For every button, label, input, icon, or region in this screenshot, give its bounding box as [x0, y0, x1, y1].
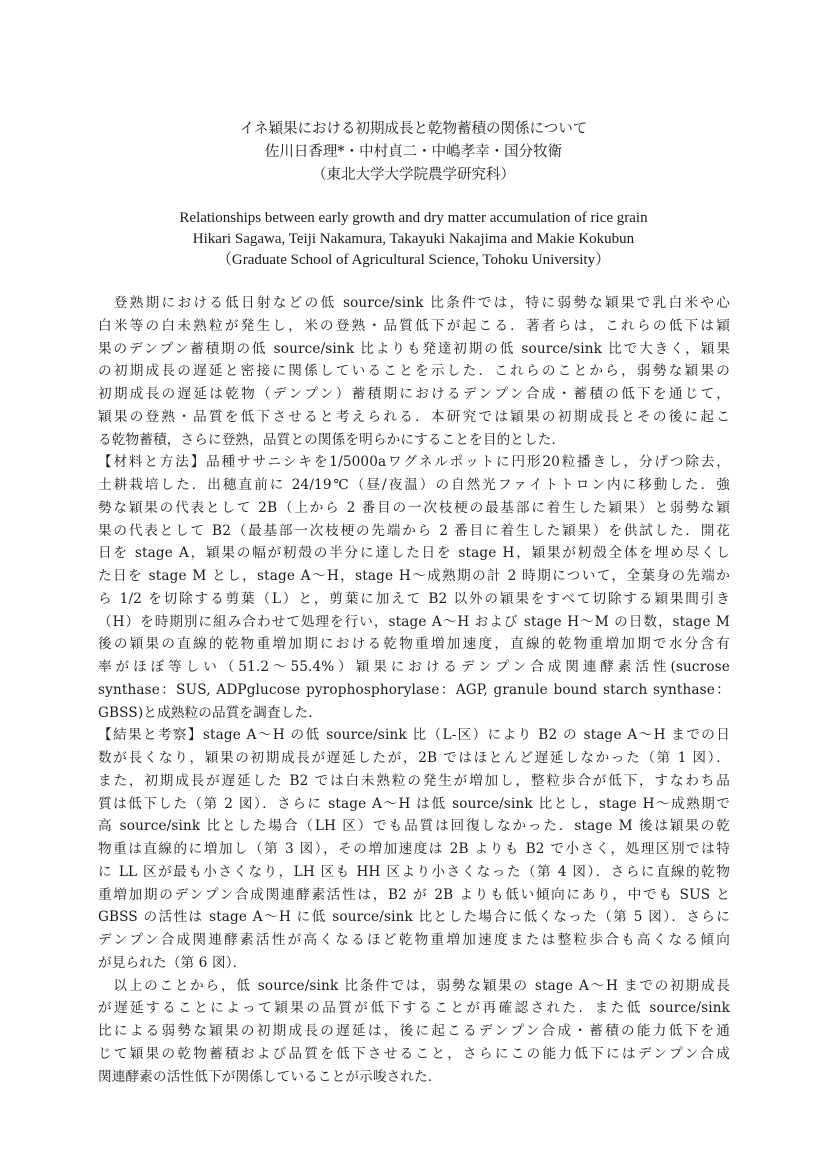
body-line: ら 1/2 を切除する剪葉（L）と，剪葉に加えて B2 以外の穎果をすべて切除する穎果間引き [98, 590, 730, 607]
body-line: の初期成長の遅延と密接に関係していることを示した．これらのことから，弱勢な穎果の [98, 363, 730, 380]
japanese-affiliation: （東北大学大学院農学研究科） [312, 167, 515, 183]
body-line: 登熟期における低日射などの低 source/sink 比条件では，特に弱勢な穎果で乳白米や心 [98, 295, 730, 311]
english-authors: Hikari Sagawa, Teiji Nakamura, Takayuki Nakajima and Makie Kokubun [192, 231, 635, 247]
body-line: 初期成長の遅延は乾物（デンプン）蓄積期におけるデンプン合成・蓄積の低下を通じて， [98, 386, 730, 402]
body-line: 果の代表として B2（最基部一次枝梗の先端から 2 番目に着生した穎果）を供試した．開花 [98, 522, 730, 539]
body-line: 【材料と方法】品種ササニシキを1/5000aワグネルポットに円形20粒播きし，分げつ除去， [98, 454, 730, 471]
body-line: が見られた（第 6 図）． [98, 954, 247, 971]
body-line: 果のデンプン蓄積期の低 source/sink 比よりも発達初期の低 source/sink 比で大きく，穎果 [98, 340, 730, 357]
japanese-title-block [0, 118, 827, 187]
body-line: 以上のことから，低 source/sink 比条件では，弱勢な穎果の stage A～H までの初期成長 [98, 977, 730, 994]
body-line: 率がほぼ等しい（51.2～55.4%）穎果におけるデンプン合成関連酵素活性(sucrose [98, 659, 730, 675]
body-line: （H）を時期別に組み合わせて処理を行い，stage A～H および stage H～M の日数，stage M [98, 613, 730, 630]
body-line: 後の穎果の直線的乾物重増加期における乾物重増加速度，直線的乾物重増加期で水分含有 [98, 636, 730, 653]
body-line: デンプン合成関連酵素活性が高くなるほど乾物重増加速度または整粒歩合も高くなる傾向 [98, 932, 730, 948]
body-line: 土耕栽培した．出穂直前に 24/19℃（昼/夜温）の自然光ファイトトロン内に移動した．強 [98, 477, 730, 493]
body-line: 重増加期のデンプン合成関連酵素活性は，B2 が 2B よりも低い傾向にあり，中でも SUS と [98, 886, 730, 903]
body-line: 【結果と考察】stage A～H の低 source/sink 比（L-区）により B2 の stage A～H までの日 [98, 727, 730, 744]
body-line: 高 source/sink 比とした場合（LH 区）でも品質は回復しなかった．stage M 後は穎果の乾 [98, 818, 730, 835]
abstract-body [98, 292, 730, 1088]
body-line: 物重は直線的に増加し（第 3 図），その増加速度は 2B よりも B2 で小さく，処理区別では特 [98, 841, 730, 857]
body-line: 比による弱勢な穎果の初期成長の遅延は，後に起こるデンプン合成・蓄積の能力低下を通 [98, 1023, 730, 1039]
body-line: 白米等の白未熟粒が発生し，米の登熟・品質低下が起こる．著者らは，これらの低下は穎 [98, 317, 730, 334]
body-line: 勢な穎果の代表として 2B（上から 2 番目の一次枝梗の最基部に着生した穎果）と弱勢な穎 [98, 499, 730, 516]
english-title-block [0, 208, 827, 271]
body-line: GBSS の活性は stage A～H に低 source/sink 比とした場合に低くなった（第 5 図）．さらに [98, 909, 730, 926]
body-line: た日を stage M とし，stage A～H，stage H～成熟期の計 2 時期について，全葉身の先端か [98, 568, 730, 584]
body-line: じて穎果の乾物蓄積および品質を低下させること，さらにこの能力低下にはデンプン合成 [98, 1045, 730, 1062]
body-line: 数が長くなり，穎果の初期成長が遅延したが，2B ではほとんど遅延しなかった（第 1 図）． [98, 750, 730, 766]
english-affiliation: （Graduate School of Agricultural Science, Tohoku University） [216, 252, 611, 268]
body-line: 質は低下した（第 2 図）．さらに stage A～H は低 source/sink 比とし，stage H～成熟期で [98, 795, 730, 812]
body-line: 日を stage A，穎果の幅が籾殻の半分に達した日を stage H，穎果が籾殻全体を埋め尽くし [98, 545, 730, 562]
body-line: が遅延することによって穎果の品質が低下することが再確認された．また低 source/sink [98, 1000, 730, 1017]
body-line: に LL 区が最も小さくなり，LH 区も HH 区より小さくなった（第 4 図）．さらに直線的乾物 [98, 863, 730, 880]
body-line: る乾物蓄積，さらに登熟，品質との関係を明らかにすることを目的とした． [98, 431, 566, 448]
body-line: 関連酵素の活性低下が関係していることが示唆された． [98, 1068, 442, 1085]
japanese-authors: 佐川日香理*・中村貞二・中嶋孝幸・国分牧衛 [264, 144, 563, 160]
english-title: Relationships between early growth and dry matter accumulation of rice grain [179, 210, 648, 226]
body-line: GBSS)と成熟粒の品質を調査した． [98, 704, 322, 721]
body-line: synthase：SUS, ADPglucose pyrophosphorylase：AGP, granule bound starch synthase： [98, 681, 730, 698]
body-line: 穎果の登熟・品質を低下させると考えられる．本研究では穎果の初期成長とその後に起こ [98, 408, 730, 425]
body-line: また，初期成長が遅延した B2 では白未熟粒の発生が増加し，整粒歩合が低下，すなわち品 [98, 772, 730, 789]
japanese-title: イネ穎果における初期成長と乾物蓄積の関係について [239, 121, 588, 137]
